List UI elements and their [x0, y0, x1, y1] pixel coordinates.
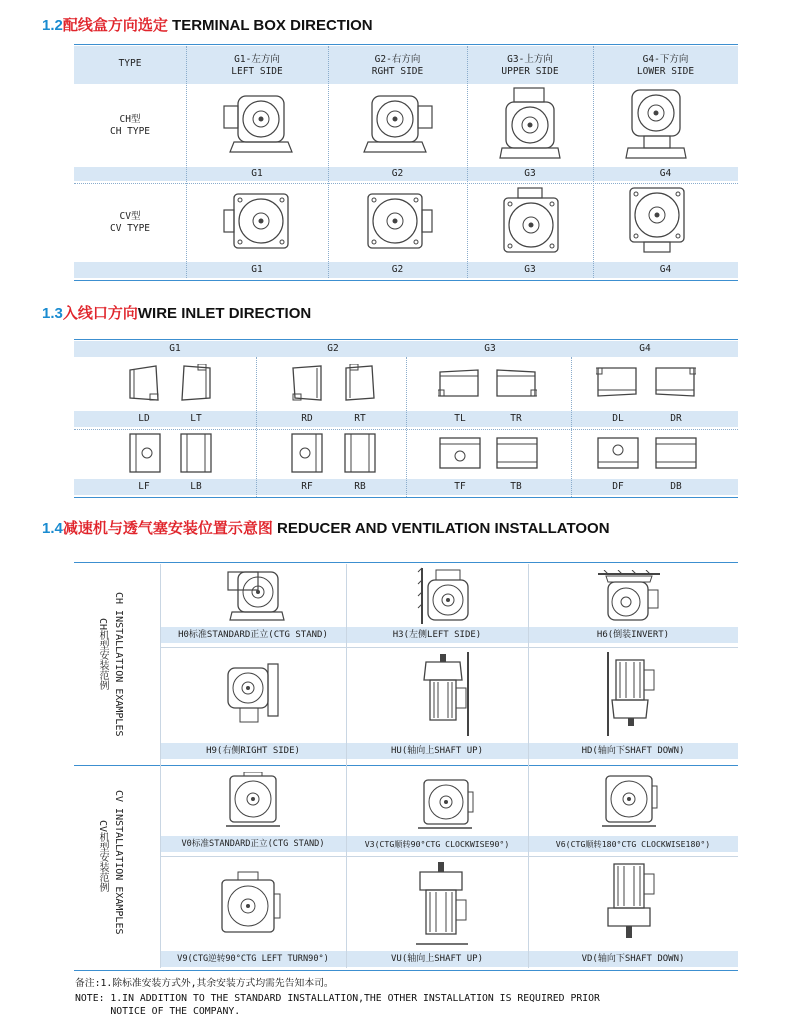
caption-h6: H6(倒装INVERT) [596, 630, 670, 640]
install-row-sep [160, 647, 738, 648]
caption-v9: V9(CTG逆转90°CTG LEFT TURN90°) [177, 954, 329, 964]
ch-motor-g4-drawing [624, 86, 690, 162]
wire-code-lf: LF [138, 481, 150, 492]
install-col-sep [528, 564, 529, 968]
install-bottom-rule [74, 970, 738, 971]
wire-box-rd-drawing [289, 364, 325, 402]
install-vu-drawing [412, 860, 472, 948]
wire-code-tr: TR [510, 413, 522, 424]
section-title-wire-inlet: 1.3入线口方向WIRE INLET DIRECTION [42, 305, 312, 322]
ch-code-g3: G3 [524, 168, 536, 179]
wire-box-rb-drawing [343, 432, 377, 474]
wire-box-lf-drawing [128, 432, 162, 474]
header-g2: G2-右方向 RGHT SIDE [371, 54, 424, 77]
cv-motor-g4-drawing [624, 186, 690, 260]
wire-code-df: DF [612, 481, 624, 492]
ch-code-g1: G1 [251, 168, 263, 179]
wire-box-rt-drawing [342, 364, 378, 402]
wire-code-rb: RB [354, 481, 366, 492]
wire-code-lb: LB [190, 481, 202, 492]
note-en-line1: NOTE: 1.IN ADDITION TO THE STANDARD INSTALLATION,THE OTHER INSTALLATION IS REQUIRED PRIOR [75, 993, 600, 1004]
wire-box-lt-drawing [178, 364, 214, 402]
wire-box-tb-drawing [495, 436, 539, 470]
caption-h3: H3(左侧LEFT SIDE) [392, 630, 482, 640]
wire-box-ld-drawing [126, 364, 162, 402]
install-h0-drawing [220, 568, 286, 626]
wire-code-dr: DR [670, 413, 682, 424]
wire-code-dl: DL [612, 413, 624, 424]
cv-motor-g1-drawing [220, 188, 296, 258]
row-sep [74, 183, 738, 184]
install-label-sep [160, 564, 161, 968]
wire-box-db-drawing [654, 436, 698, 470]
header-g3: G3-上方向 UPPER SIDE [501, 54, 559, 77]
install-v0-drawing [224, 772, 282, 830]
wire-col-sep [256, 357, 257, 497]
wire-table-bottom-rule [74, 497, 738, 498]
install-hd-drawing [602, 652, 660, 738]
wire-box-tf-drawing [438, 436, 482, 470]
caption-vd: VD(轴向下SHAFT DOWN) [581, 954, 685, 964]
ch-motor-g2-drawing [360, 90, 436, 156]
section-title-terminal-box: 1.2配线盒方向选定 TERMINAL BOX DIRECTION [42, 17, 373, 34]
table-bottom-rule [74, 280, 738, 281]
install-h6-drawing [596, 570, 662, 626]
install-v6-drawing [600, 772, 658, 832]
wire-code-tb: TB [510, 481, 522, 492]
ch-side-label-en: CH INSTALLATION EXAMPLES [113, 592, 124, 737]
col-sep [328, 46, 329, 278]
wire-code-rf: RF [301, 481, 313, 492]
install-vd-drawing [600, 858, 660, 948]
caption-h9: H9(右侧RIGHT SIDE) [206, 746, 300, 756]
caption-hd: HD(轴向下SHAFT DOWN) [581, 746, 685, 756]
cv-code-g1: G1 [251, 264, 263, 275]
ch-code-g2: G2 [391, 168, 404, 179]
note-cn: 备注:1.除标准安装方式外,其余安装方式均需先告知本司。 [75, 978, 334, 989]
wire-group-g1: G1 [169, 343, 181, 354]
wire-box-df-drawing [596, 436, 640, 470]
install-mid-rule [74, 765, 738, 766]
ch-side-label-cn: CH机型安装范例 [97, 618, 108, 691]
wire-box-dr-drawing [654, 366, 696, 398]
caption-h0: H0标准STANDARD正立(CTG STAND) [178, 630, 328, 640]
header-g4: G4-下方向 LOWER SIDE [636, 54, 695, 77]
wire-code-tl: TL [454, 413, 466, 424]
header-g1: G1-左方向 LEFT SIDE [231, 54, 283, 77]
cv-code-g3: G3 [524, 264, 536, 275]
col-sep [186, 46, 187, 278]
col-sep [467, 46, 468, 278]
cv-side-label-cn: CV机型安装范例 [97, 820, 108, 893]
cv-motor-g3-drawing [498, 186, 564, 260]
caption-vu: VU(轴向上SHAFT UP) [390, 954, 484, 964]
wire-box-tr-drawing [495, 368, 537, 398]
ch-code-g4: G4 [659, 168, 672, 179]
install-h9-drawing [222, 658, 282, 732]
wire-col-sep [406, 357, 407, 497]
install-row-sep [160, 856, 738, 857]
install-col-sep [346, 564, 347, 968]
wire-code-db: DB [670, 481, 682, 492]
wire-code-tf: TF [454, 481, 466, 492]
row-label-cv: CV型 CV TYPE [109, 211, 151, 234]
install-v9-drawing [216, 866, 282, 946]
wire-box-dl-drawing [596, 366, 638, 398]
caption-v0: V0标准STANDARD正立(CTG STAND) [181, 839, 325, 849]
install-v3-drawing [416, 772, 474, 832]
wire-box-tl-drawing [438, 368, 480, 398]
wire-group-g2: G2 [327, 343, 339, 354]
wire-col-sep [571, 357, 572, 497]
caption-hu: HU(轴向上SHAFT UP) [390, 746, 484, 756]
caption-v6: V6(CTG顺转180°CTG CLOCKWISE180°) [555, 839, 711, 849]
install-top-rule [74, 562, 738, 563]
wire-row-sep [74, 429, 738, 430]
row-label-ch: CH型 CH TYPE [109, 114, 151, 137]
note-en-line2: NOTICE OF THE COMPANY. [75, 1006, 241, 1017]
cv-side-label-en: CV INSTALLATION EXAMPLES [113, 790, 124, 935]
wire-group-g4: G4 [639, 343, 651, 354]
install-hu-drawing [416, 652, 472, 738]
wire-code-ld: LD [138, 413, 150, 424]
type-header: TYPE [118, 58, 142, 69]
table-top-rule [74, 44, 738, 45]
cv-code-g4: G4 [659, 264, 672, 275]
cv-code-g2: G2 [391, 264, 404, 275]
section-title-installation: 1.4减速机与透气塞安装位置示意图 REDUCER AND VENTILATION INSTALLATOON [42, 520, 610, 537]
wire-box-rf-drawing [290, 432, 324, 474]
install-h3-drawing [416, 566, 472, 626]
wire-group-g3: G3 [484, 343, 496, 354]
cv-motor-g2-drawing [360, 188, 436, 258]
caption-v3: V3(CTG顺转90°CTG CLOCKWISE90°) [364, 839, 510, 849]
wire-table-top-rule [74, 339, 738, 340]
wire-code-lt: LT [190, 413, 202, 424]
wire-box-lb-drawing [179, 432, 213, 474]
wire-code-rd: RD [301, 413, 313, 424]
wire-code-rt: RT [354, 413, 366, 424]
col-sep [593, 46, 594, 278]
ch-motor-g1-drawing [220, 90, 296, 156]
ch-motor-g3-drawing [498, 86, 564, 162]
